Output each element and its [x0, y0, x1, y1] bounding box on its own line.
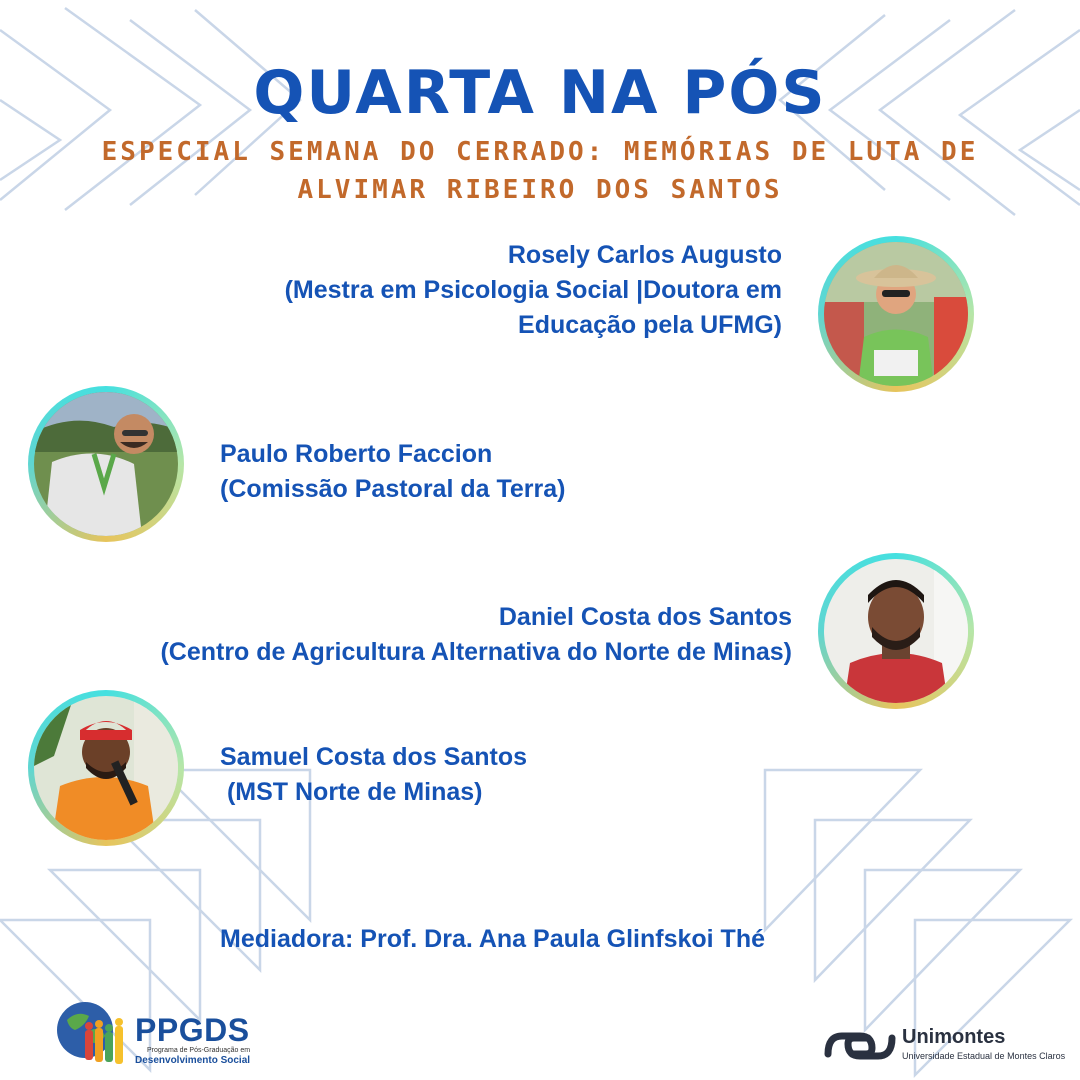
speaker-4-detail: (MST Norte de Minas) [220, 778, 483, 806]
subtitle-line-2: ALVIMAR RIBEIRO DOS SANTOS [297, 175, 783, 205]
ppgds-name: PPGDS [135, 1012, 250, 1048]
speaker-2-name: Paulo Roberto Faccion [220, 440, 493, 468]
speaker-1-name: Rosely Carlos Augusto [507, 241, 782, 269]
ppgds-subtitle-1: Programa de Pós-Graduação em [147, 1047, 251, 1054]
speaker-1-detail-line-2: Educação pela UFMG) [518, 311, 782, 339]
speaker-3-text [160, 600, 792, 670]
subtitle-line-1: ESPECIAL SEMANA DO CERRADO: MEMÓRIAS DE LUTA DE [101, 137, 979, 167]
speaker-1-detail-line-1: (Mestra em Psicologia Social |Doutora em [284, 276, 782, 304]
unimontes-subtitle: Universidade Estadual de Montes Claros [902, 1051, 1066, 1061]
speaker-1-text [285, 238, 782, 343]
page-subtitle [60, 133, 1020, 209]
unimontes-name: Unimontes [902, 1026, 1006, 1048]
ppgds-globe-icon [55, 1000, 135, 1072]
speaker-4-photo [28, 690, 184, 846]
mediator-text: Mediadora: Prof. Dra. Ana Paula Glinfskoi Thé [220, 925, 766, 953]
page-title: QUARTA NA PÓS [253, 58, 827, 128]
speaker-2-detail: (Comissão Pastoral da Terra) [220, 475, 566, 503]
speaker-2-text [220, 437, 565, 507]
speaker-2-photo [28, 386, 184, 542]
unimontes-logo [822, 1022, 1066, 1072]
speaker-4-text [220, 740, 527, 810]
unimontes-mark-icon [822, 1026, 898, 1066]
speaker-3-photo [818, 553, 974, 709]
speaker-1-photo [818, 236, 974, 392]
speaker-4-name: Samuel Costa dos Santos [220, 743, 528, 771]
ppgds-subtitle-2: Desenvolvimento Social [135, 1055, 251, 1066]
speaker-3-detail: (Centro de Agricultura Alternativa do Norte de Minas) [160, 638, 792, 666]
ppgds-logo [55, 1000, 265, 1072]
speaker-3-name: Daniel Costa dos Santos [498, 603, 792, 631]
